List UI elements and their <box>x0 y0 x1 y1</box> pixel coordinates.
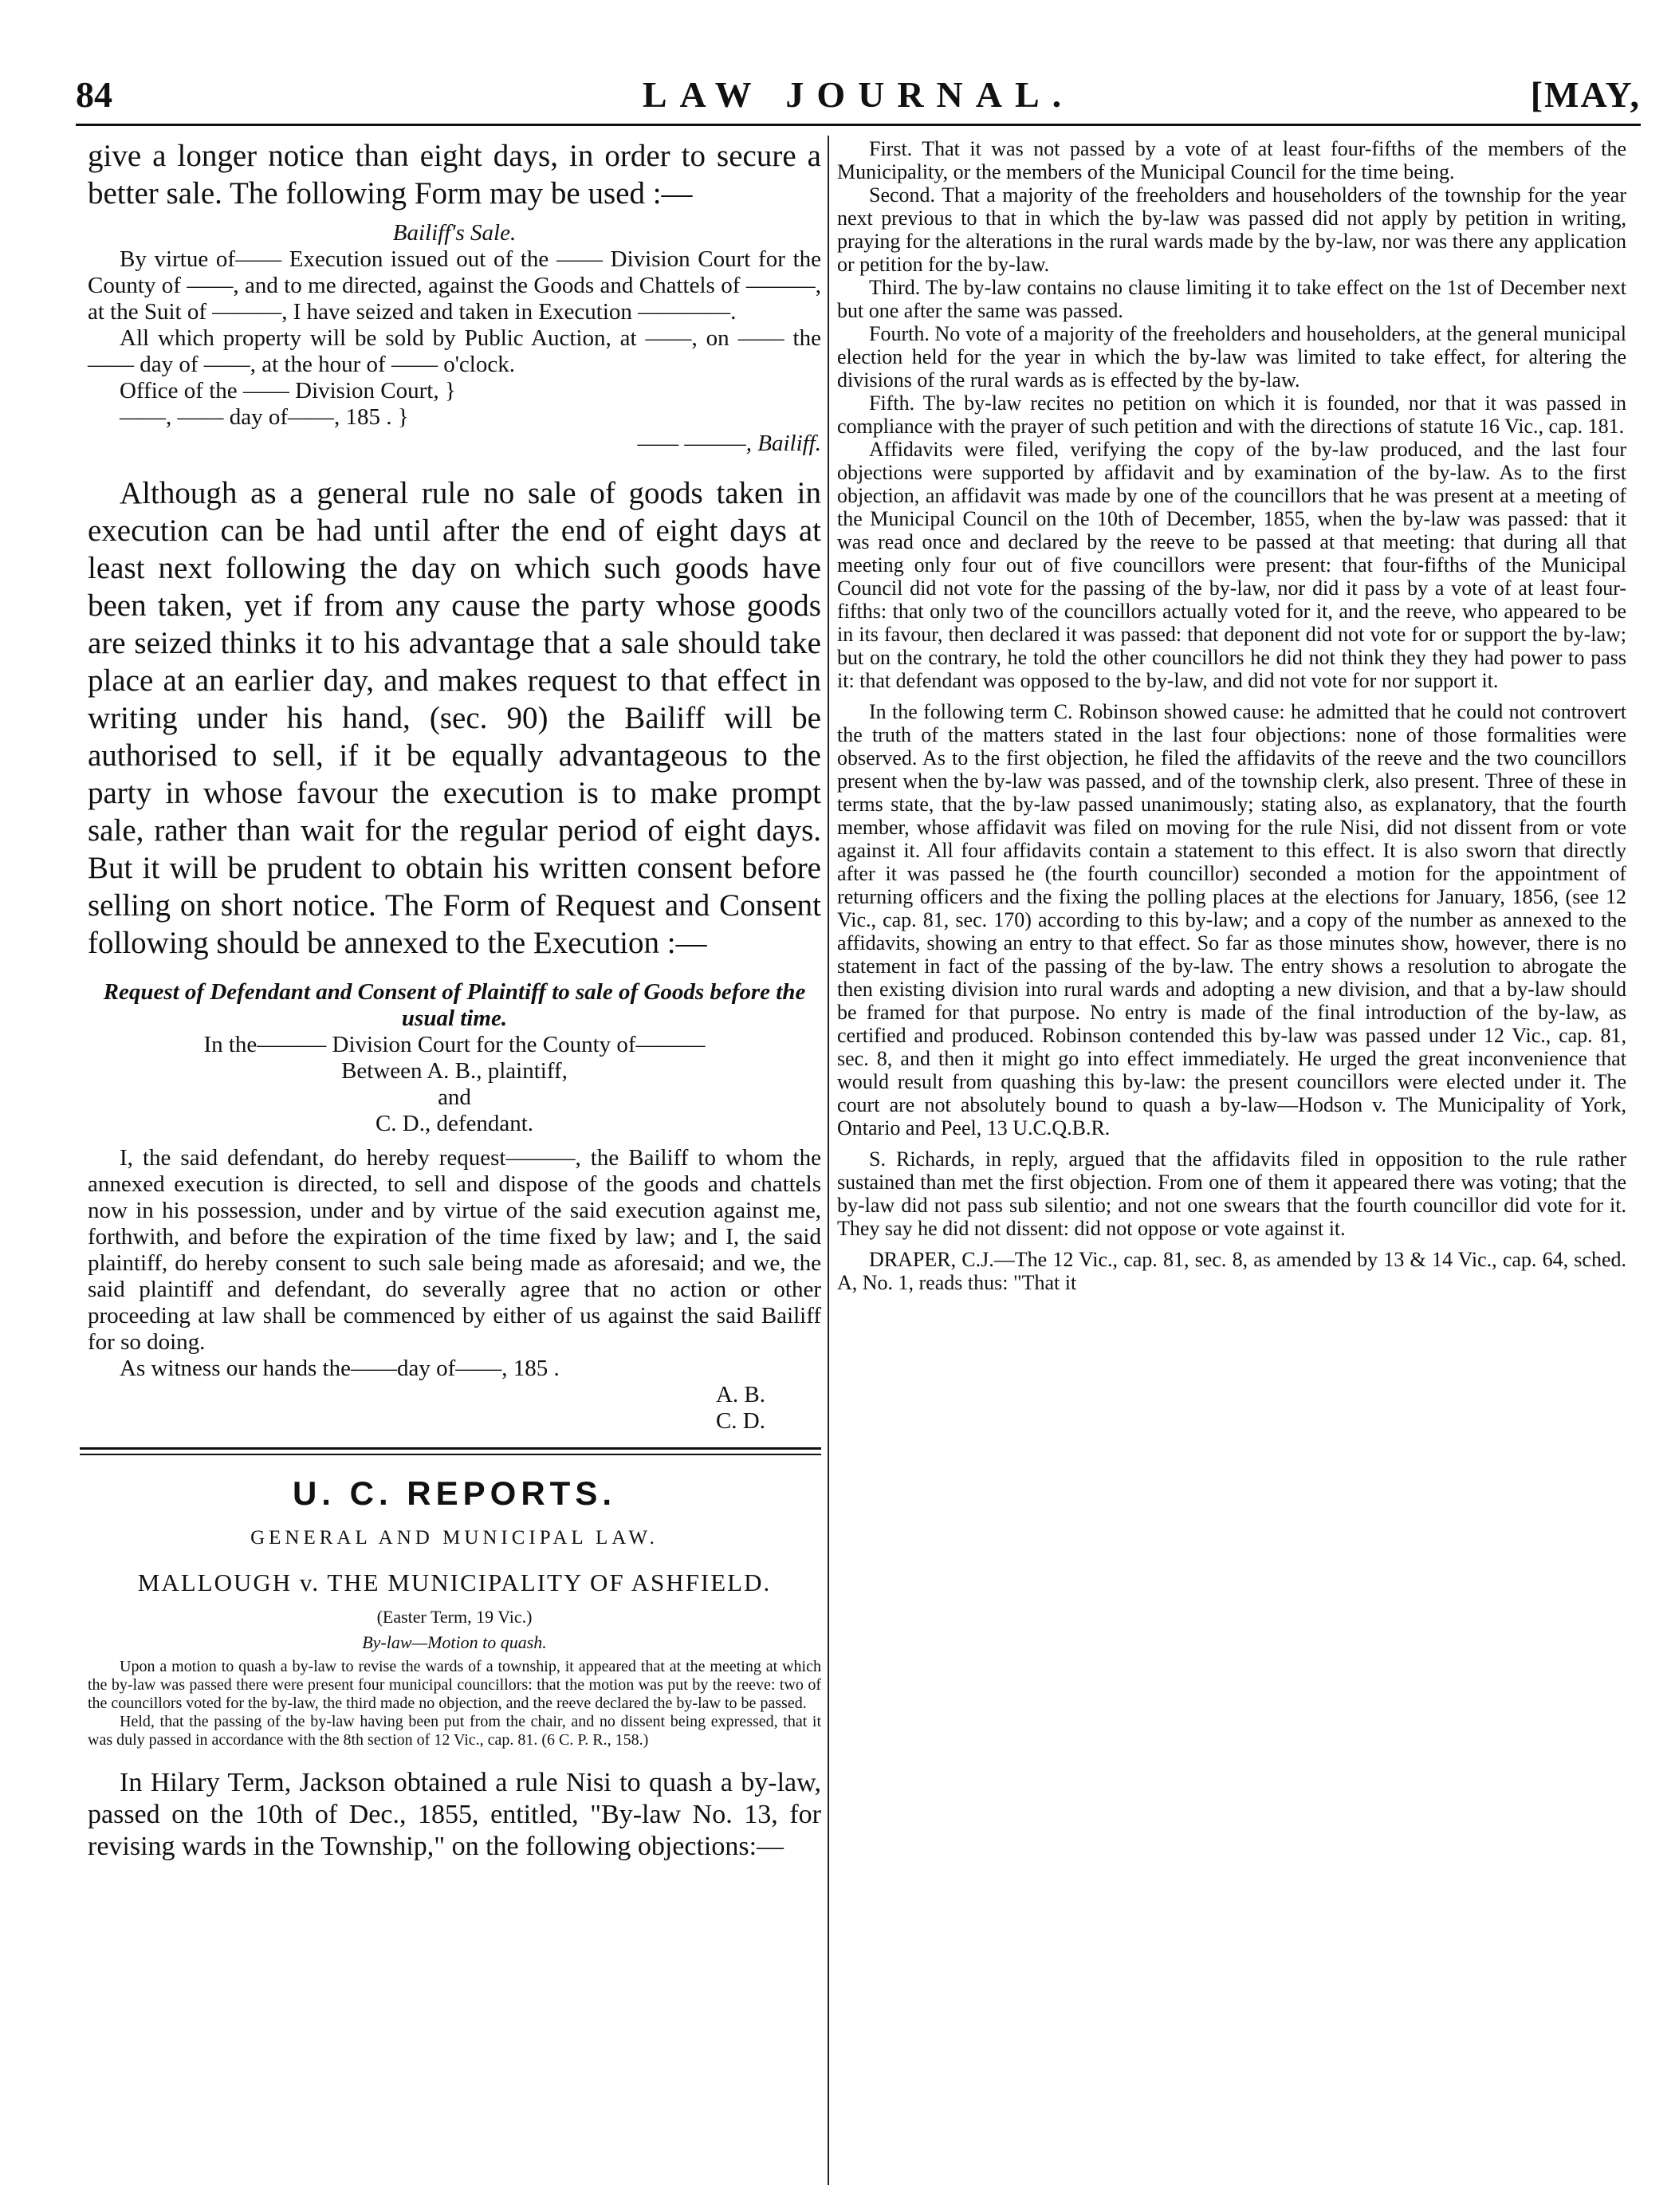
case-term: (Easter Term, 19 Vic.) <box>376 1607 533 1627</box>
headnote-held: Held, that the passing of the by-law having been put from the chair, and no dissent being expressed, that it was duly passed in accordance with the 8th section of 12 Vic., cap. 81. (6 C. P. R., 158.) <box>88 1713 821 1749</box>
richards-paragraph: S. Richards, in reply, argued that the affidavits filed in opposition to the rule rather sustained than met the first objection. From one of them it appeared there was voting; that the by-law did not pass sub silentio; and not one swears that the fourth councillor did vote for it. They say he did not dissent: did not oppose or vote against it. <box>837 1147 1626 1240</box>
column-divider <box>828 136 829 2185</box>
left-column <box>88 137 821 1863</box>
objection-first: First. That it was not passed by a vote of at least four-fifths of the members of the Municipality, or the members of the Municipal Council for the time being. <box>837 137 1626 183</box>
case-title: MALLOUGH v. THE MUNICIPALITY OF ASHFIELD. <box>137 1568 772 1596</box>
subsection-title: GENERAL AND MUNICIPAL LAW. <box>250 1527 659 1549</box>
page-number: 84 <box>76 74 112 115</box>
form-date-line: ——, —— day of——, 185 . } <box>120 404 409 430</box>
running-head <box>76 73 1641 121</box>
form-and-line: and <box>438 1084 471 1110</box>
headnote-paragraph: Upon a motion to quash a by-law to revise the wards of a township, it appeared that at the meeting at which the by-law was passed there were present four municipal councillors: that the motion was put by the reeve: two of the councillors voted for the by-law, the third made no objection, and the reeve declared the by-law to be passed. <box>88 1658 821 1712</box>
signature-cd: C. D. <box>715 1408 765 1434</box>
form-title-bailiffs-sale: Bailiff's Sale. <box>392 220 517 246</box>
form-request-body: I, the said defendant, do hereby request———, the Bailiff to whom the annexed execution is directed, to sell and dispose of the goods and chattels now in his possession, under and by virtue of the said execution against me, forthwith, and before the expiration of the time fixed by law; and I, the said plaintiff, do hereby consent to such sale being made as aforesaid; and we, the said plaintiff and defendant, do severally agree that no action or other proceeding at law shall be commenced by either of us against the said Bailiff for so doing. <box>88 1145 821 1355</box>
objection-fifth: Fifth. The by-law recites no petition on which it is founded, nor that it was passed in compliance with the prayer of such petition and with the directions of statute 16 Vic., cap. 181. <box>837 392 1626 438</box>
objection-third: Third. The by-law contains no clause limiting it to take effect on the 1st of December next but one after the same was passed. <box>837 276 1626 322</box>
form-witness-line: As witness our hands the——day of——, 185 . <box>120 1356 560 1381</box>
form-bailiffs-sale-auction: All which property will be sold by Public Auction, at ——, on —— the —— day of ——, at the hour of —— o'clock. <box>88 325 821 377</box>
main-paragraph: Although as a general rule no sale of goods taken in execution can be had until after the end of eight days at least next following the day on which such goods have been taken, yet if from any cause the party whose goods are seized thinks it to his advantage that a sale should take place at an earlier day, and makes request to that effect in writing under his hand, (sec. 90) the Bailiff will be authorised to sell, if it be equally advantageous to the party in whose favour the execution is to make prompt sale, rather than wait for the regular period of eight days. But it will be prudent to obtain his written consent before selling on short notice. The Form of Request and Consent following should be annexed to the Execution :— <box>88 476 821 960</box>
form-between-line: Between A. B., plaintiff, <box>341 1058 568 1084</box>
affidavits-paragraph: Affidavits were filed, verifying the copy of the by-law produced, and the last four objections were supported by affidavit and by examination of the by-law. As to the first objection, an affidavit was made by one of the councillors that he was present at a meeting of the Municipal Council on the 10th of December, 1855, when the by-law was passed: that it was read once and declared by the reeve to be passed at that meeting: that during all that meeting only four out of five councillors were present: that four-fifths of the Municipal Council did not vote for the passing of the by-law, nor did it pass by a vote of at least four-fifths: that only two of the councillors actually voted for it, and the reeve, who appeared to be in its favour, then declared it was passed: that deponent did not vote for or support the by-law; but on the contrary, he told the other councillors he did not think they they had power to pass it: that defendant was opposed to the by-law, and did not vote for nor support it. <box>837 438 1626 692</box>
signature-ab: A. B. <box>715 1382 765 1407</box>
form-bailiffs-sale-body: By virtue of—— Execution issued out of the —— Division Court for the County of ——, and to me directed, against the Goods and Chattels of ———, at the Suit of ———, I have seized and taken in Execution ————. <box>88 246 821 325</box>
form-title-request-consent: Request of Defendant and Consent of Plaintiff to sale of Goods before the usual time. <box>103 979 806 1031</box>
form-court-line: In the——— Division Court for the County of——— <box>203 1032 706 1057</box>
objection-fourth: Fourth. No vote of a majority of the freeholders and householders, at the general municipal election held for the year in which the by-law was limited to take effect, for altering the divisions of the rural wards as is effected by the by-law. <box>837 322 1626 392</box>
right-column <box>837 137 1626 1294</box>
section-title: U. C. REPORTS. <box>292 1474 617 1512</box>
section-rule <box>80 1447 821 1455</box>
headnote-title: By-law—Motion to quash. <box>362 1632 547 1652</box>
case-intro: In Hilary Term, Jackson obtained a rule Nisi to quash a by-law, passed on the 10th of Dec., 1855, entitled, "By-law No. 13, for revising wards in the Township," on the following objections:— <box>88 1768 821 1861</box>
running-head-month: [MAY, <box>1530 74 1641 115</box>
header-rule <box>76 124 1641 126</box>
draper-paragraph: DRAPER, C.J.—The 12 Vic., cap. 81, sec. 8, as amended by 13 & 14 Vic., cap. 64, sched. A, No. 1, reads thus: "That it <box>837 1248 1626 1294</box>
form-office-line: Office of the —— Division Court, } <box>120 378 456 403</box>
form-bailiff-signature: —— ———, Bailiff. <box>637 431 821 456</box>
intro-paragraph: give a longer notice than eight days, in order to secure a better sale. The following Form may be used :— <box>88 139 821 211</box>
robinson-paragraph: In the following term C. Robinson showed cause: he admitted that he could not controvert the truth of the matters stated in the last four objections: none of those formalities were observed. As to the first objection, he filed the affidavits of the reeve and the two councillors present when the by-law was passed, and of the township clerk, also present. Three of these in terms state, that the by-law passed unanimously; stating also, as explanatory, that the fourth member, whose affidavit was filed on moving for the rule Nisi, did not dissent from or vote against it. All four affidavits contain a statement to this effect. It is also sworn that directly after it was passed he (the fourth councillor) seconded a motion for the appointment of returning officers and the fixing the polling places at the elections for January, 1856, (see 12 Vic., cap. 81, sec. 170) according to this by-law; and a copy of the number as annexed to the affidavits, showing an entry to that effect. So far as those minutes show, however, there is no statement in fact of the passing of the by-law. The entry shows a resolution to abrogate the then existing division into rural wards and adopting a new division, and that a by-law should be framed for that purpose. No entry is made of the final introduction of the by-law, as certified and produced. Robinson contended this by-law was passed under 12 Vic., cap. 81, sec. 8, and then it might go into effect immediately. He urged the great inconvenience that would result from quashing this by-law: the present councillors were elected under it. The court are not absolutely bound to quash a by-law—Hodson v. The Municipality of York, Ontario and Peel, 13 U.C.Q.B.R. <box>837 700 1626 1139</box>
form-defendant-line: C. D., defendant. <box>375 1111 534 1136</box>
objection-second: Second. That a majority of the freeholders and householders of the township for the year next previous to that in which the by-law was passed did not apply by petition in writing, praying for the alterations in the rural wards made by the by-law, nor was there any application or petition for the by-law. <box>837 183 1626 276</box>
journal-title: LAW JOURNAL. <box>642 74 1075 115</box>
